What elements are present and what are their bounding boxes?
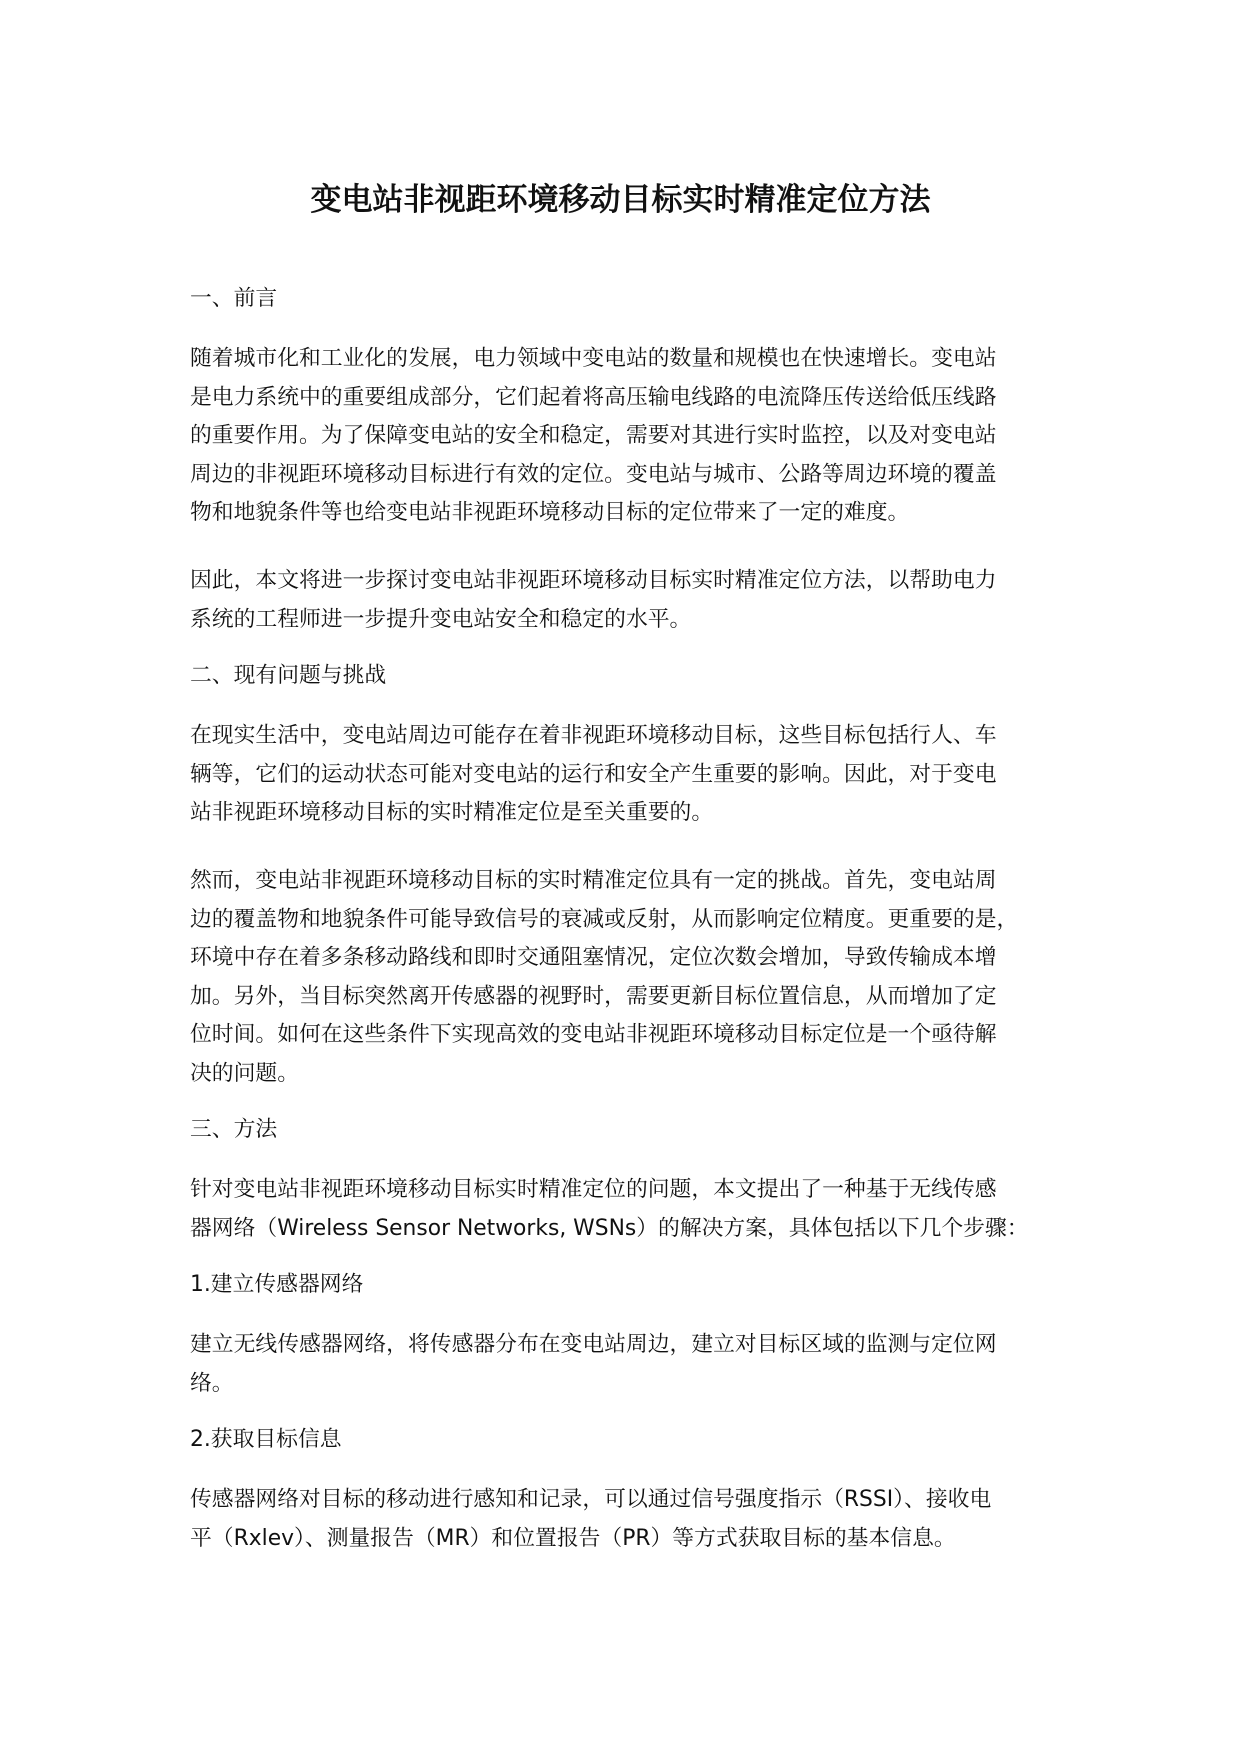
paragraph-line: 平（Rxlev）、测量报告（MR）和位置报告（PR）等方式获取目标的基本信息。 bbox=[190, 1525, 956, 1551]
paragraph-line: 站非视距环境移动目标的实时精准定位是至关重要的。 bbox=[190, 800, 714, 825]
paragraph-line: 辆等，它们的运动状态可能对变电站的运行和安全产生重要的影响。因此，对于变电 bbox=[190, 761, 997, 787]
paragraph-line: 传感器网络对目标的移动进行感知和记录，可以通过信号强度指示（RSSI）、接收电 bbox=[190, 1487, 992, 1512]
paragraph-line: 的重要作用。为了保障变电站的安全和稳定，需要对其进行实时监控，以及对变电站 bbox=[190, 423, 997, 448]
paragraph-method-1 bbox=[190, 1171, 1070, 1248]
paragraph-step-1 bbox=[190, 1326, 1070, 1403]
paragraph-line: 因此，本文将进一步探讨变电站非视距环境移动目标实时精准定位方法，以帮助电力 bbox=[190, 568, 997, 593]
paragraph-line: 器网络（Wireless Sensor Networks, WSNs）的解决方案，具体包括以下几个步骤： bbox=[190, 1215, 1029, 1241]
paragraph-line: 周边的非视距环境移动目标进行有效的定位。变电站与城市、公路等周边环境的覆盖 bbox=[190, 461, 997, 487]
paragraph-line: 针对变电站非视距环境移动目标实时精准定位的问题，本文提出了一种基于无线传感 bbox=[190, 1177, 997, 1202]
paragraph-line: 系统的工程师进一步提升变电站安全和稳定的水平。 bbox=[190, 606, 692, 632]
step-heading-1: 1.建立传感器网络 bbox=[190, 1272, 364, 1297]
paragraph-line: 在现实生活中，变电站周边可能存在着非视距环境移动目标，这些目标包括行人、车 bbox=[190, 723, 997, 748]
paragraph-line: 是电力系统中的重要组成部分，它们起着将高压输电线路的电流降压传送给低压线路 bbox=[190, 384, 997, 410]
section-heading-method: 三、方法 bbox=[190, 1117, 278, 1142]
step-heading-2: 2.获取目标信息 bbox=[190, 1427, 342, 1452]
paragraph-problems-1 bbox=[190, 717, 1070, 833]
paragraph-line: 加。另外，当目标突然离开传感器的视野时，需要更新目标位置信息，从而增加了定 bbox=[190, 983, 997, 1009]
paragraph-step-2 bbox=[190, 1481, 1070, 1558]
paragraph-line: 建立无线传感器网络，将传感器分布在变电站周边，建立对目标区域的监测与定位网 bbox=[190, 1332, 997, 1357]
paragraph-intro-2 bbox=[190, 562, 1070, 639]
section-heading-problems: 二、现有问题与挑战 bbox=[190, 663, 387, 688]
paragraph-line: 随着城市化和工业化的发展，电力领域中变电站的数量和规模也在快速增长。变电站 bbox=[190, 346, 997, 371]
paragraph-line: 环境中存在着多条移动路线和即时交通阻塞情况，定位次数会增加，导致传输成本增 bbox=[190, 945, 997, 970]
paragraph-problems-2 bbox=[190, 862, 1070, 1093]
document-title: 变电站非视距环境移动目标实时精准定位方法 bbox=[310, 182, 931, 218]
paragraph-line: 络。 bbox=[190, 1370, 234, 1396]
paragraph-line: 决的问题。 bbox=[190, 1060, 299, 1086]
paragraph-line: 位时间。如何在这些条件下实现高效的变电站非视距环境移动目标定位是一个亟待解 bbox=[190, 1022, 997, 1047]
paragraph-line: 物和地貌条件等也给变电站非视距环境移动目标的定位带来了一定的难度。 bbox=[190, 500, 910, 525]
paragraph-line: 边的覆盖物和地貌条件可能导致信号的衰减或反射，从而影响定位精度。更重要的是， bbox=[190, 906, 1019, 932]
paragraph-line: 然而，变电站非视距环境移动目标的实时精准定位具有一定的挑战。首先，变电站周 bbox=[190, 868, 997, 893]
section-heading-intro: 一、前言 bbox=[190, 286, 278, 311]
paragraph-intro-1 bbox=[190, 340, 1070, 533]
